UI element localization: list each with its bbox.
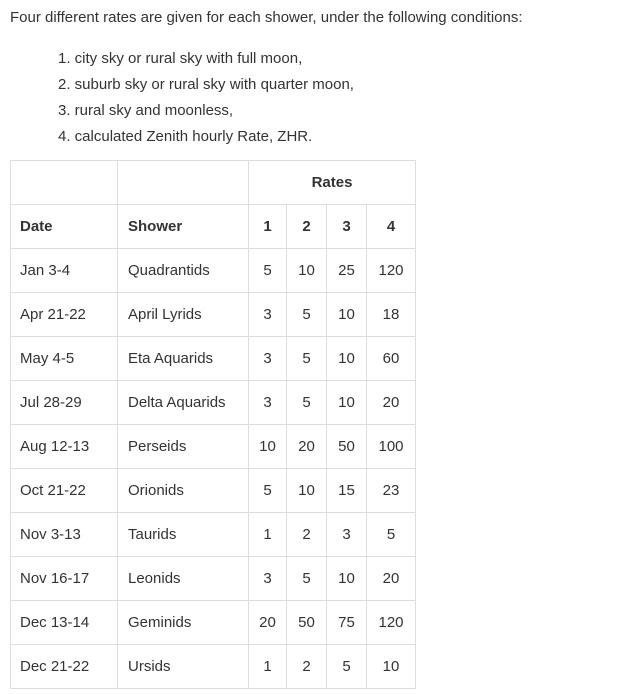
table-header-row-top xyxy=(11,161,416,205)
rate-cell: 20 xyxy=(367,557,416,601)
date-cell: Aug 12-13 xyxy=(11,425,118,469)
shower-cell: Geminids xyxy=(118,601,249,645)
shower-cell: Orionids xyxy=(118,469,249,513)
rate-cell: 2 xyxy=(287,513,327,557)
rate-cell: 120 xyxy=(367,249,416,293)
shower-cell: Quadrantids xyxy=(118,249,249,293)
shower-header: Shower xyxy=(118,205,249,249)
condition-item: 1. city sky or rural sky with full moon, xyxy=(58,50,303,67)
condition-item: 4. calculated Zenith hourly Rate, ZHR. xyxy=(58,128,313,145)
rates-header: Rates xyxy=(249,161,416,205)
shower-cell: Taurids xyxy=(118,513,249,557)
rate-cell: 60 xyxy=(367,337,416,381)
rate-cell: 5 xyxy=(249,249,287,293)
rate-cell: 3 xyxy=(249,557,287,601)
rate-cell: 23 xyxy=(367,469,416,513)
rate-cell: 5 xyxy=(287,293,327,337)
date-cell: Dec 13-14 xyxy=(11,601,118,645)
rate-cell: 20 xyxy=(367,381,416,425)
rate-col-header: 2 xyxy=(287,205,327,249)
rate-cell: 3 xyxy=(327,513,367,557)
condition-item: 2. suburb sky or rural sky with quarter moon, xyxy=(58,76,354,93)
rate-cell: 1 xyxy=(249,513,287,557)
rate-col-header: 1 xyxy=(249,205,287,249)
rate-cell: 25 xyxy=(327,249,367,293)
rate-cell: 10 xyxy=(327,381,367,425)
rate-cell: 18 xyxy=(367,293,416,337)
table-row xyxy=(11,249,416,293)
empty-header-cell xyxy=(11,161,118,205)
rate-cell: 3 xyxy=(249,293,287,337)
empty-header-cell xyxy=(118,161,249,205)
rate-cell: 20 xyxy=(249,601,287,645)
rate-cell: 1 xyxy=(249,645,287,689)
table-row xyxy=(11,293,416,337)
rate-cell: 3 xyxy=(249,337,287,381)
shower-cell: Delta Aquarids xyxy=(118,381,249,425)
rate-cell: 10 xyxy=(367,645,416,689)
rate-cell: 10 xyxy=(287,469,327,513)
rate-cell: 50 xyxy=(327,425,367,469)
table-row xyxy=(11,337,416,381)
table-row xyxy=(11,469,416,513)
date-cell: Dec 21-22 xyxy=(11,645,118,689)
date-cell: Jul 28-29 xyxy=(11,381,118,425)
rate-col-header: 3 xyxy=(327,205,367,249)
rate-cell: 5 xyxy=(287,557,327,601)
date-cell: Nov 16-17 xyxy=(11,557,118,601)
rate-cell: 10 xyxy=(327,337,367,381)
date-cell: Jan 3-4 xyxy=(11,249,118,293)
date-header: Date xyxy=(11,205,118,249)
date-cell: Nov 3-13 xyxy=(11,513,118,557)
table-row xyxy=(11,513,416,557)
shower-cell: April Lyrids xyxy=(118,293,249,337)
date-cell: Apr 21-22 xyxy=(11,293,118,337)
date-cell: May 4-5 xyxy=(11,337,118,381)
rate-cell: 10 xyxy=(327,557,367,601)
date-cell: Oct 21-22 xyxy=(11,469,118,513)
rate-cell: 5 xyxy=(287,337,327,381)
rate-cell: 10 xyxy=(249,425,287,469)
rate-cell: 15 xyxy=(327,469,367,513)
rate-cell: 120 xyxy=(367,601,416,645)
shower-cell: Ursids xyxy=(118,645,249,689)
rate-cell: 75 xyxy=(327,601,367,645)
rate-cell: 20 xyxy=(287,425,327,469)
rate-cell: 5 xyxy=(249,469,287,513)
table-row xyxy=(11,425,416,469)
intro-text: Four different rates are given for each shower, under the following conditions: xyxy=(10,9,523,26)
table-row xyxy=(11,645,416,689)
rate-cell: 5 xyxy=(327,645,367,689)
rate-cell: 5 xyxy=(367,513,416,557)
rate-cell: 50 xyxy=(287,601,327,645)
rate-cell: 10 xyxy=(287,249,327,293)
conditions-list xyxy=(58,46,354,150)
rate-cell: 10 xyxy=(327,293,367,337)
table-row xyxy=(11,381,416,425)
shower-cell: Leonids xyxy=(118,557,249,601)
table-row xyxy=(11,557,416,601)
rate-cell: 3 xyxy=(249,381,287,425)
rate-cell: 2 xyxy=(287,645,327,689)
table-header-row xyxy=(11,205,416,249)
rate-col-header: 4 xyxy=(367,205,416,249)
shower-cell: Eta Aquarids xyxy=(118,337,249,381)
table-row xyxy=(11,601,416,645)
shower-cell: Perseids xyxy=(118,425,249,469)
rate-cell: 5 xyxy=(287,381,327,425)
condition-item: 3. rural sky and moonless, xyxy=(58,102,234,119)
meteor-shower-rates-table xyxy=(10,160,416,689)
rate-cell: 100 xyxy=(367,425,416,469)
